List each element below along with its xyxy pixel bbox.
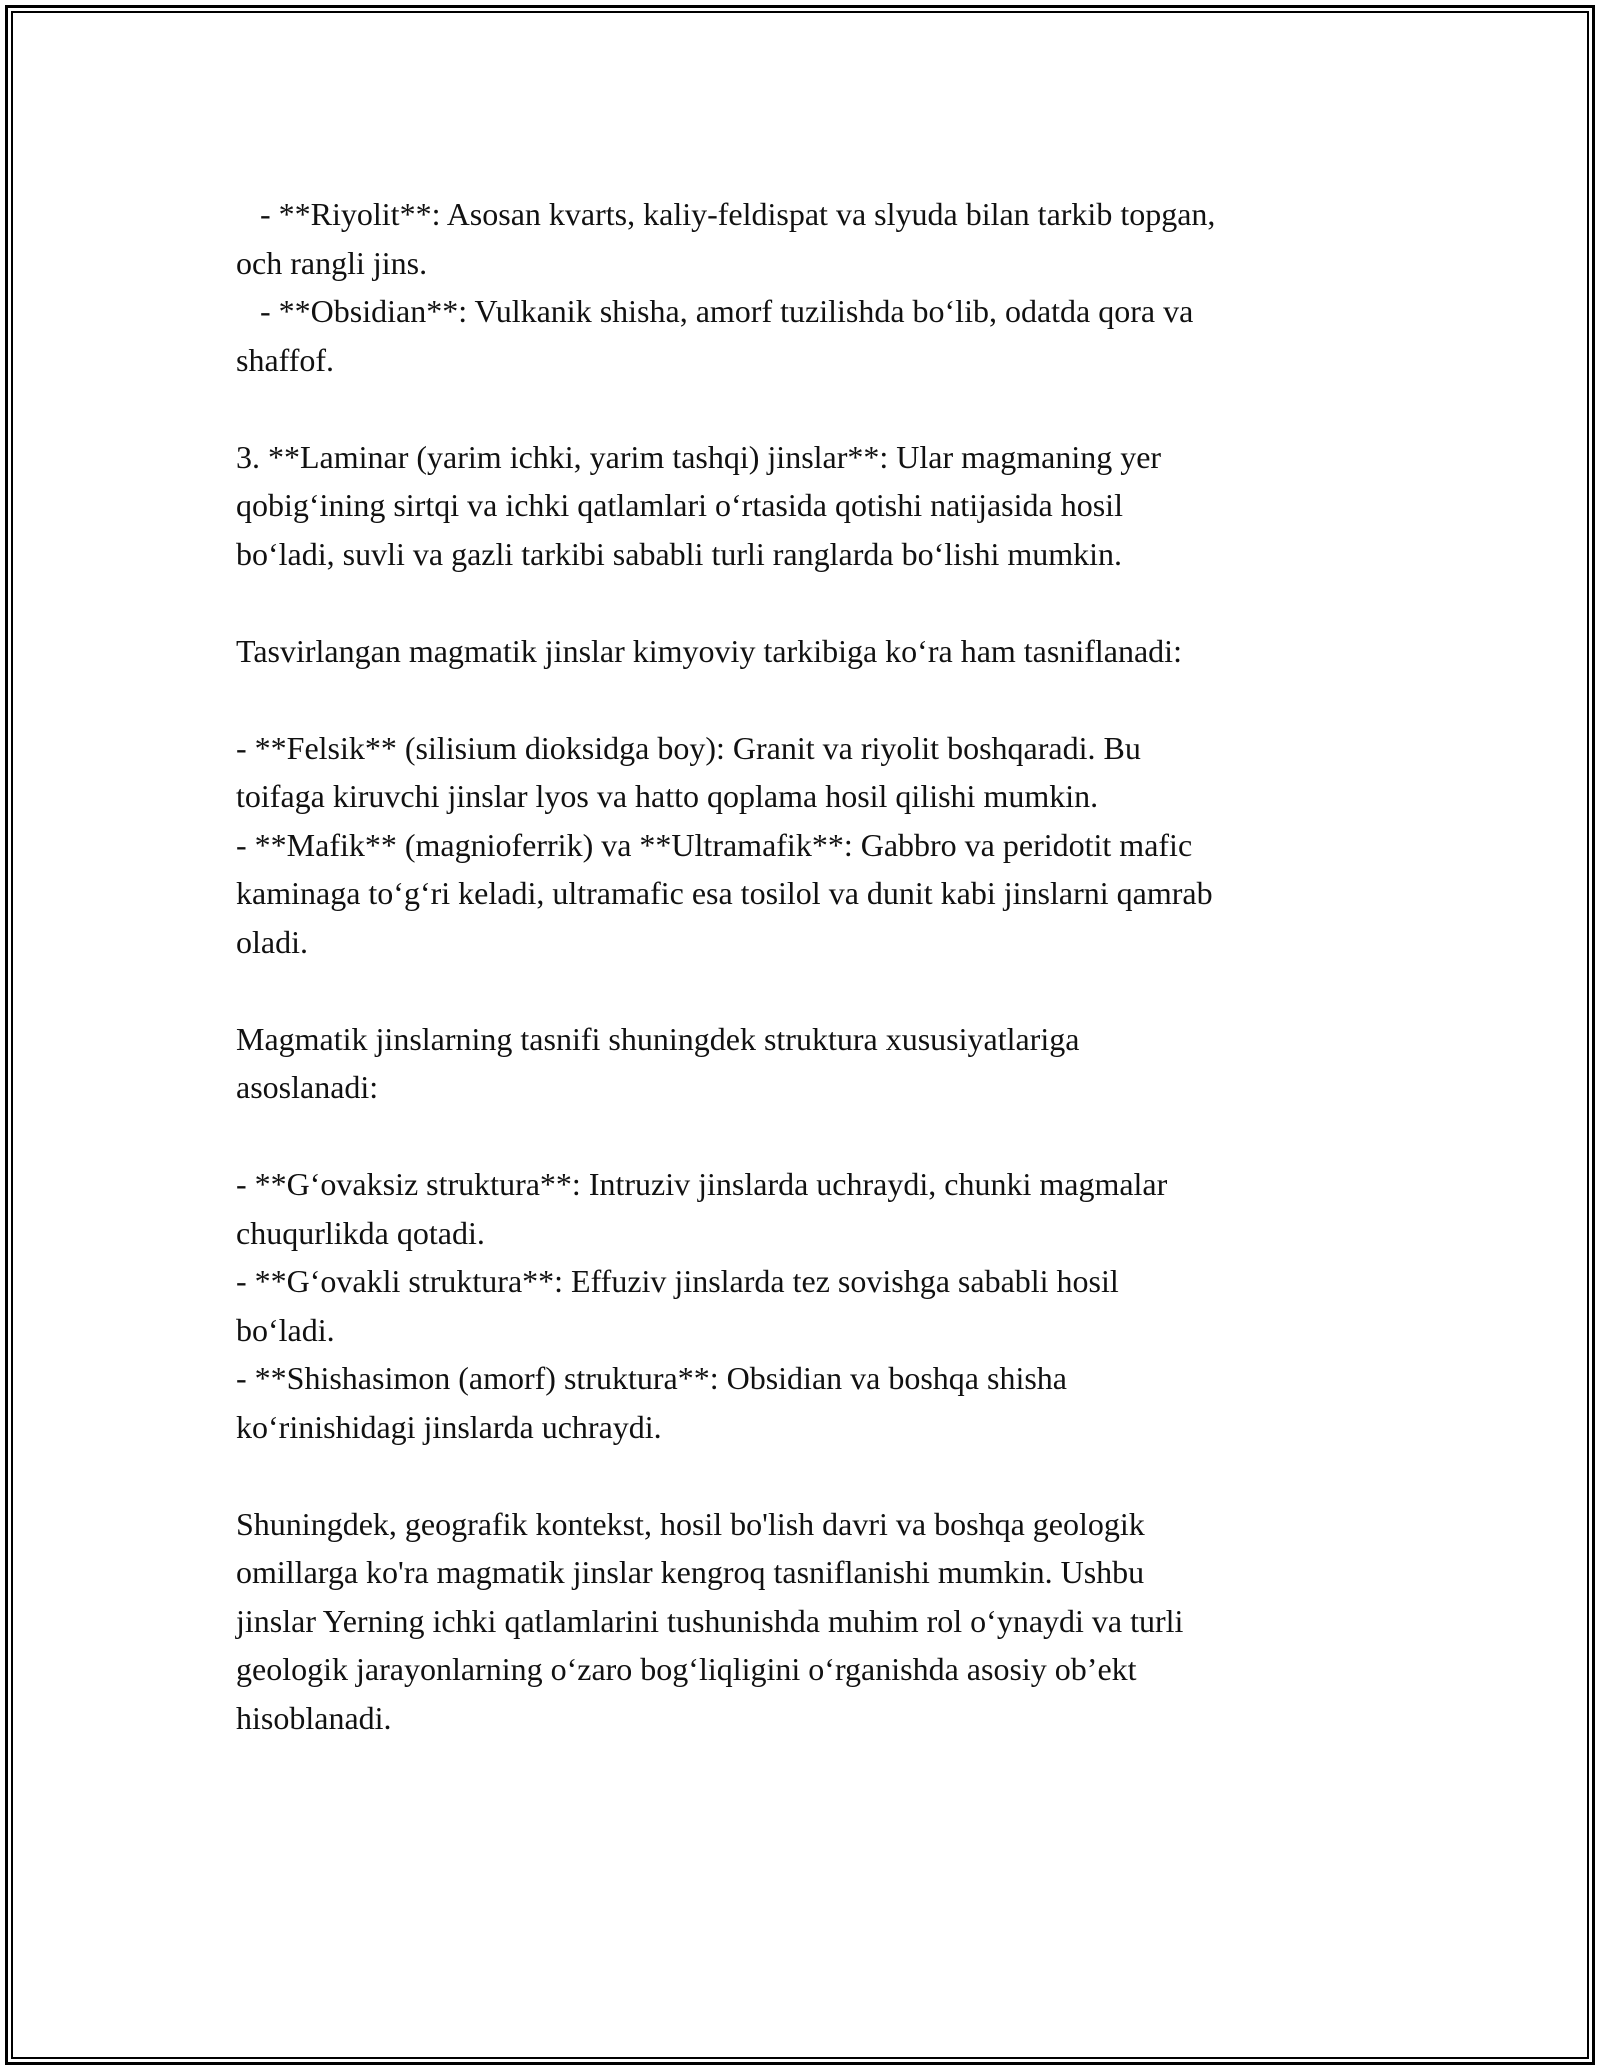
paragraph-gap <box>236 578 1376 627</box>
text-line: och rangli jins. <box>236 244 428 281</box>
text-line: - **Mafik** (magnioferrik) va **Ultramafik**: Gabbro va peridotit mafic <box>236 826 1193 863</box>
text-line: geologik jarayonlarning o‘zaro bog‘liqligini o‘rganishda asosiy ob’ekt <box>236 1651 1137 1687</box>
paragraph-mafik <box>236 821 1376 967</box>
text-line: shaffof. <box>236 341 335 378</box>
text-line: Tasvirlangan magmatik jinslar kimyoviy tarkibiga ko‘ra ham tasniflanadi: <box>236 632 1182 669</box>
text-line: - **Shishasimon (amorf) struktura**: Obsidian va boshqa shisha <box>236 1360 1067 1396</box>
text-line: toifaga kiruvchi jinslar lyos va hatto qoplama hosil qilishi mumkin. <box>236 778 1099 814</box>
text-line: hisoblanadi. <box>236 1699 392 1736</box>
text-line: chuqurlikda qotadi. <box>236 1214 485 1251</box>
paragraph-gap <box>236 966 1376 1015</box>
text-line: oladi. <box>236 923 308 960</box>
paragraph-govaksiz <box>236 1160 1376 1257</box>
paragraph-gap <box>236 1112 1376 1161</box>
text-line: qobig‘ining sirtqi va ichki qatlamlari o‘rtasida qotishi natijasida hosil <box>236 487 1123 523</box>
text-line: Magmatik jinslarning tasnifi shuningdek struktura xususiyatlariga <box>236 1020 1080 1057</box>
paragraph-gap <box>236 384 1376 433</box>
paragraph-felsik <box>236 724 1376 821</box>
paragraph-gap <box>236 675 1376 724</box>
paragraph-kimyoviy <box>236 627 1376 676</box>
paragraph-gap <box>236 1451 1376 1500</box>
text-line: Shuningdek, geografik kontekst, hosil bo'lish davri va boshqa geologik <box>236 1505 1145 1542</box>
paragraph-laminar <box>236 433 1376 579</box>
paragraph-obsidian <box>236 287 1376 384</box>
document-body <box>236 190 1376 1742</box>
text-line: - **Riyolit**: Asosan kvarts, kaliy-feldispat va slyuda bilan tarkib topgan, <box>236 196 1216 232</box>
paragraph-shishasimon <box>236 1354 1376 1451</box>
text-line: omillarga ko'ra magmatik jinslar kengroq tasniflanishi mumkin. Ushbu <box>236 1554 1145 1590</box>
paragraph-struktura-intro <box>236 1015 1376 1112</box>
text-line: - **Felsik** (silisium dioksidga boy): Granit va riyolit boshqaradi. Bu <box>236 729 1141 766</box>
text-line: 3. **Laminar (yarim ichki, yarim tashqi) jinslar**: Ular magmaning yer <box>236 438 1162 475</box>
paragraph-govakli <box>236 1257 1376 1354</box>
paragraph-xulosa <box>236 1500 1376 1743</box>
text-line: asoslanadi: <box>236 1069 379 1105</box>
text-line: jinslar Yerning ichki qatlamlarini tushunishda muhim rol o‘ynaydi va turli <box>236 1602 1184 1639</box>
paragraph-riyolit <box>236 190 1376 287</box>
text-line: kaminaga to‘g‘ri keladi, ultramafic esa tosilol va dunit kabi jinslarni qamrab <box>236 875 1213 911</box>
text-line: ko‘rinishidagi jinslarda uchraydi. <box>236 1408 662 1445</box>
text-line: - **G‘ovaksiz struktura**: Intruziv jinslarda uchraydi, chunki magmalar <box>236 1166 1168 1202</box>
text-line: - **G‘ovakli struktura**: Effuziv jinslarda tez sovishga sababli hosil <box>236 1263 1119 1299</box>
text-line: - **Obsidian**: Vulkanik shisha, amorf tuzilishda bo‘lib, odatda qora va <box>236 293 1194 329</box>
text-line: bo‘ladi. <box>236 1311 335 1348</box>
text-line: bo‘ladi, suvli va gazli tarkibi sababli turli ranglarda bo‘lishi mumkin. <box>236 535 1123 572</box>
